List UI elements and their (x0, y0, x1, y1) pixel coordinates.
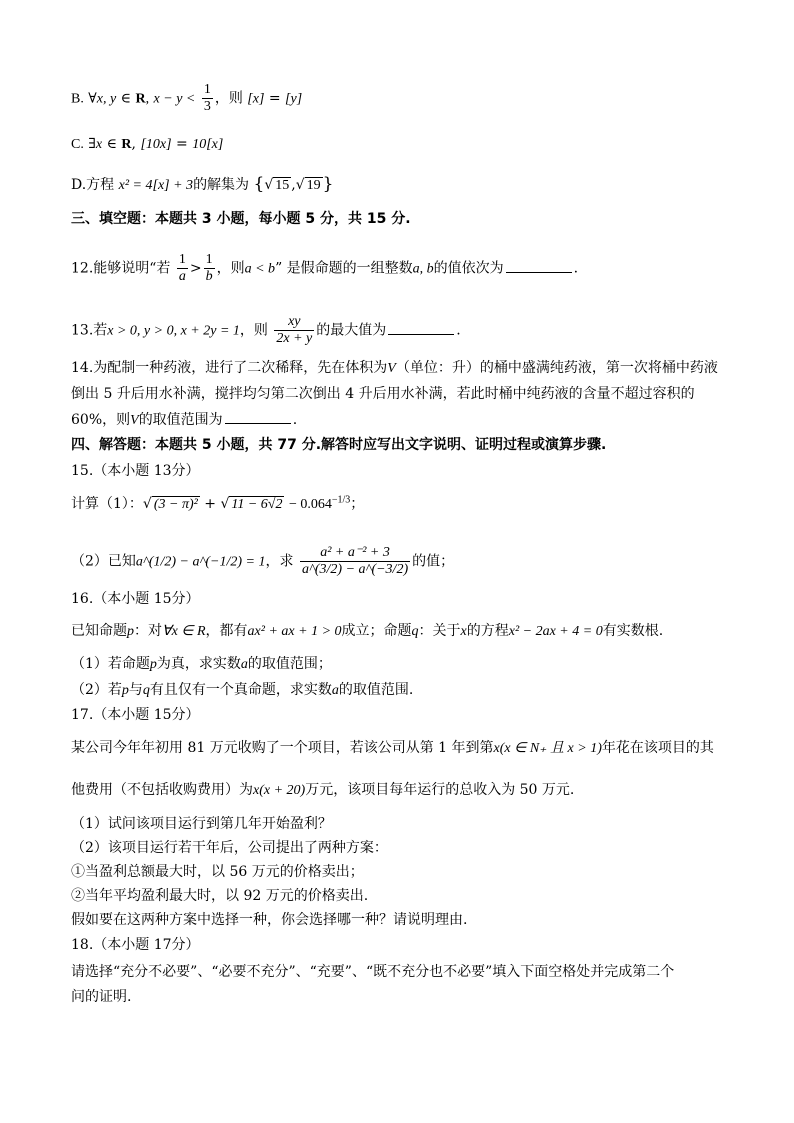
fraction: $\frac{1}{3}$ (203, 82, 211, 114)
math-expr: [x] (247, 91, 265, 107)
option-d: D.方程 x² = 4[x] + 3的解集为 {√ 15 ,√ 19 } (71, 174, 334, 194)
option-label: B. (71, 91, 84, 107)
question-18-line2: 问的证明. (71, 989, 132, 1005)
radicand: 19 (306, 178, 321, 193)
question-12: 12.能够说明“若 $\frac{1}{a}$ > $\frac{1}{b}$ ，则a < b” 是假命题的一组整数a, b的值依次为 . (71, 252, 579, 284)
in-symbol: ∈ (106, 136, 117, 152)
radicand: (3 − π)² (153, 497, 198, 512)
text: ，则 (214, 90, 243, 107)
brace: { (253, 174, 265, 194)
question-17-question: 假如要在这两种方案中选择一种，你会选择哪一种？请说明理由. (71, 912, 468, 928)
fraction: $\frac{1}{a}$ (178, 252, 186, 284)
question-14-line2: 倒出 5 升后用水补满，搅拌均匀第二次倒出 4 升后用水补满，若此时桶中纯药液的含量不超过容积的 (71, 386, 695, 402)
section-heading: 四、解答题：本题共 5 小题，共 77 分.解答时应写出文字说明、证明过程或演算步骤. (71, 437, 607, 453)
forall-symbol: ∀ (88, 90, 97, 107)
question-16-stem: 已知命题p：对∀x ∈ R，都有ax² + ax + 1 > 0成立；命题q：关于x的方程x² − 2ax + 4 = 0有实数根. (71, 623, 664, 639)
question-16-sub1: （1）若命题p为真，求实数a的取值范围； (71, 656, 332, 672)
answer-blank[interactable] (388, 321, 454, 335)
in-symbol: ∈ (120, 90, 132, 107)
question-13: 13.若x > 0, y > 0, x + 2y = 1，则 $\frac{xy}{2x + y}$ 的最大值为 . (71, 314, 461, 346)
math-expr: x > 0, y > 0, x + 2y = 1 (107, 323, 240, 339)
question-17-option1: ①当盈利总额最大时，以 56 万元的价格卖出； (71, 864, 364, 880)
question-17-sub2: （2）该项目运行若干年后，公司提出了两种方案： (71, 840, 388, 856)
math-var: V (387, 361, 396, 376)
question-18-line1: 请选择“充分不必要”、“必要不充分”、“充要”、“既不充分也不必要”填入下面空格处并完成第二个 (71, 964, 675, 980)
math-vars: x, y (96, 91, 117, 107)
math-expr: [10x] (140, 137, 172, 152)
equals: = (176, 136, 188, 152)
question-17-line1: 某公司今年年初用 81 万元收购了一个项目，若该公司从第 1 年到第x(x ∈ N₊ 且 x > 1)年花在该项目的其 (71, 740, 714, 756)
exists-symbol: ∃ (88, 136, 96, 152)
fraction: $\frac{\text{a² + a⁻² + 3}}{a\^{}(3/2) - a\^{}(-3/2)}$ (301, 545, 409, 577)
math-vars: a, b (412, 261, 434, 277)
question-14-line3: 60%，则V的取值范围为 . (71, 412, 298, 428)
math-expr: ax² + ax + 1 > 0 (247, 624, 342, 639)
math-var: x (95, 137, 103, 152)
question-15-part2: （2）已知a^(1/2) − a^(−1/2) = 1，求 $\frac{\text{a² + a⁻² + 3}}{a\^{}(3/2) - a\^{}(-3/2)}$ 的值； (71, 545, 455, 577)
fraction: $\frac{1}{b}$ (205, 252, 213, 284)
option-b: B. ∀x, y ∈ R, x − y < $\frac{1}{3}$ ，则 [x] = [y] (71, 82, 303, 114)
question-15-head: 15.（本小题 13分） (71, 463, 200, 479)
math-expr: x(x + 20) (253, 783, 306, 798)
question-18-head: 18.（本小题 17分） (71, 937, 200, 953)
exponent: −1/3 (331, 494, 351, 506)
math-expr: a^(1/2) − a^(−1/2) = 1 (135, 554, 266, 570)
question-15-part1: 计算（1）：√ (3 − π)² + √ $11 - 6√2 - 0.064^{-1/3}$； (71, 494, 365, 512)
comma: , (291, 177, 296, 193)
text: 的解集为 (193, 177, 250, 193)
fraction: $\frac{xy}{2x + y}$ (276, 314, 313, 346)
question-17-option2: ②当年平均盈利最大时，以 92 万元的价格卖出. (71, 888, 369, 904)
math-expr: x² = 4[x] + 3 (118, 178, 194, 193)
answer-blank[interactable] (506, 259, 572, 273)
math-expr: (x ∈ N₊ 且 x > 1) (499, 741, 602, 756)
equals: = (268, 90, 281, 107)
option-label: C. (71, 137, 84, 152)
math-expr: x − y < (153, 91, 196, 107)
math-expr: [y] (285, 91, 303, 107)
radicand: 11 − 6√2 (231, 497, 283, 512)
question-14-line1: 14.为配制一种药液，进行了二次稀释，先在体积为V（单位：升）的桶中盛满纯药液，第一次将桶中药液 (71, 360, 718, 376)
answer-blank[interactable] (225, 410, 291, 424)
comma: , (131, 136, 136, 152)
math-expr: a < b (244, 261, 276, 277)
question-16-head: 16.（本小题 15分） (71, 591, 200, 607)
math-expr: ∀x ∈ R (162, 624, 206, 639)
math-expr: 10[x] (192, 137, 224, 152)
text: 12.能够说明“若 (71, 260, 171, 277)
radicand: 15 (275, 178, 290, 193)
option-label: D.方程 (71, 177, 115, 193)
question-17-head: 17.（本小题 15分） (71, 707, 200, 723)
set-r: R (135, 91, 146, 107)
section-heading: 三、填空题：本题共 3 小题，每小题 5 分，共 15 分. (71, 211, 411, 227)
question-17-line2: 他费用（不包括收购费用）为x(x + 20)万元，该项目每年运行的总收入为 50 万元. (71, 782, 575, 798)
math-expr: x² − 2ax + 4 = 0 (508, 624, 603, 639)
set-r: R (121, 137, 132, 152)
question-16-sub2: （2）若p与q有且仅有一个真命题，求实数a的取值范围. (71, 682, 414, 698)
question-17-sub1: （1）试问该项目运行到第几年开始盈利？ (71, 816, 332, 832)
brace: } (322, 174, 334, 194)
option-c (71, 134, 223, 155)
